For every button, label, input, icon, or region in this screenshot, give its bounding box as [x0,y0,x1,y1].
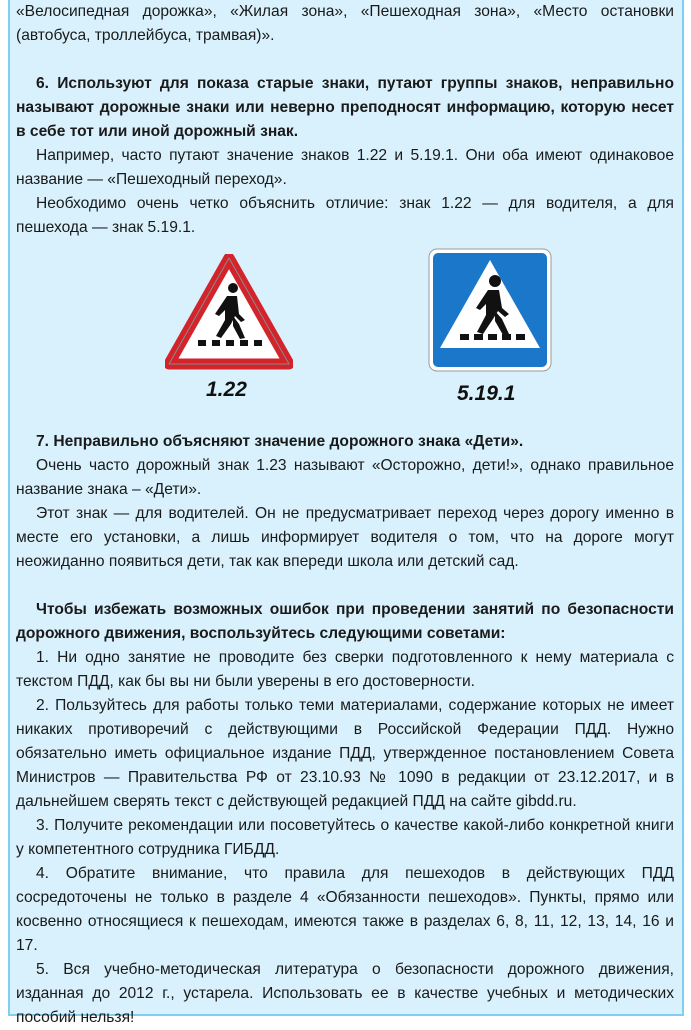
tip-item: 1. Ни одно занятие не проводите без сверки подготовленного к нему материала с текстом ПДД, как бы вы ни были уверены в его достоверности. [16,649,674,690]
tip-item: 2. Пользуйтесь для работы только теми материалами, содержание которых не имеет никаких противоречий с действующими в Российской Федерации ПДД. Нужно обязательно иметь официальное издание ПДД, утвержденное постановлением Совета Министров — Правительства РФ от 23.10.93 № 1090 в редакции от 23.12.2017, и в дальнейшем сверять текст с действующей редакцией ПДД на сайте gibdd.ru. [16,697,674,810]
sign-1-caption: 1.22 [206,378,247,401]
section-7-paragraph-2: Этот знак — для водителей. Он не предусматривает переход через дорогу именно в месте его установки, а лишь информирует водителя о том, что на дороге могут неожиданно появиться дети, так как впереди школа или детский сад. [16,505,674,570]
tips-heading: Чтобы избежать возможных ошибок при проведении занятий по безопасности дорожного движения, воспользуйтесь следующими советами: [16,601,674,642]
section-7-heading: 7. Неправильно объясняют значение дорожного знака «Дети». [36,433,524,450]
tip-item: 5. Вся учебно-методическая литература о безопасности дорожного движения, изданная до 2012 г., устарела. Использовать ее в качестве учебных и методических пособий нельзя! [16,961,674,1026]
pedestrian-crossing-warning-triangle-icon [165,254,293,370]
intro-line: «Велосипедная дорожка», «Жилая зона», «Пешеходная зона», «Место остановки (автобуса, троллейбуса, трамвая)». [16,3,674,44]
section-6-heading: 6. Используют для показа старые знаки, путают группы знаков, неправильно называют дорожные знаки или неверно преподносят информацию, которую несет в себе тот или иной дорожный знак. [16,75,674,140]
tip-item: 3. Получите рекомендации или посоветуйтесь о качестве какой-либо конкретной книги у компетентного сотрудника ГИБДД. [16,817,674,858]
section-7-paragraph-1: Очень часто дорожный знак 1.23 называют «Осторожно, дети!», однако правильное название знака – «Дети». [16,457,674,498]
tip-item: 4. Обратите внимание, что правила для пешеходов в действующих ПДД сосредоточены не только в разделе 4 «Обязанности пешеходов». Пункты, прямо или косвенно относящиеся к пешеходам, имеются также в разделах 6, 8, 11, 12, 13, 14, 16 и 17. [16,865,674,954]
sign-2-caption: 5.19.1 [457,382,516,405]
pedestrian-crossing-square-icon [428,248,552,372]
section-6-paragraph-1: Например, часто путают значение знаков 1.22 и 5.19.1. Они оба имеют одинаковое название — «Пешеходный переход». [16,147,674,188]
document-body [16,0,674,1030]
sign-illustrations [16,240,674,430]
section-6-paragraph-2: Необходимо очень четко объяснить отличие: знак 1.22 — для водителя, а для пешехода — знак 5.19.1. [16,195,674,236]
